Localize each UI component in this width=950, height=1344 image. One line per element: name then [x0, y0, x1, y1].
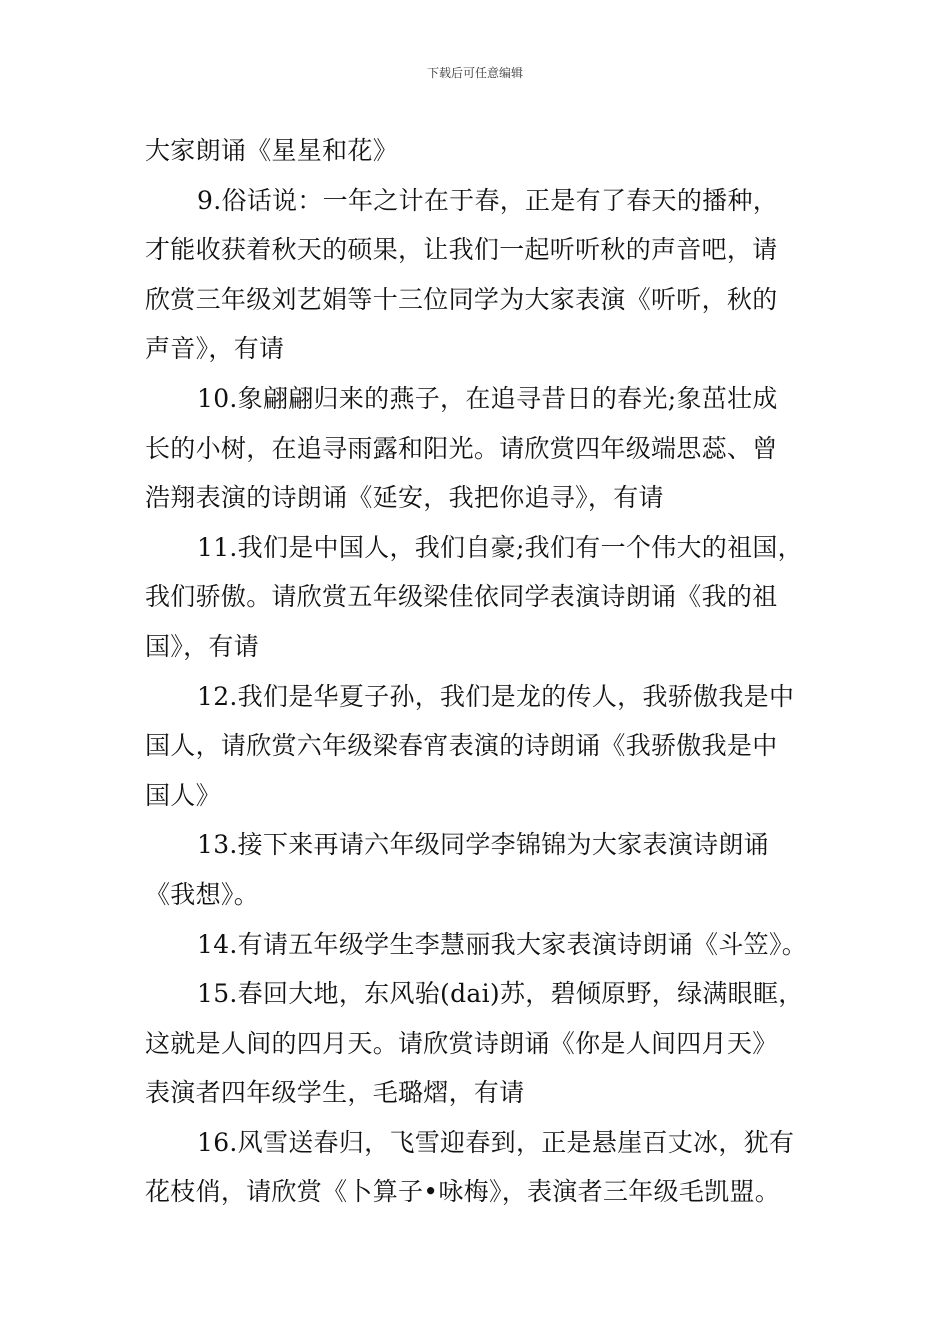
text-line: 浩翔表演的诗朗诵《延安，我把你追寻》，有请 [145, 483, 664, 513]
text-line: 欣赏三年级刘艺娟等十三位同学为大家表演《听听，秋的 [145, 284, 778, 314]
paragraph-13-line: 13.接下来再请六年级同学李锦锦为大家表演诗朗诵 [197, 830, 769, 860]
page-header: 下载后可任意编辑 [426, 66, 523, 80]
text-line: 《我想》。 [145, 879, 260, 909]
text-line: 国人，请欣赏六年级梁春宵表演的诗朗诵《我骄傲我是中 [145, 731, 778, 761]
text-line: 这就是人间的四月天。请欣赏诗朗诵《你是人间四月天》 [145, 1028, 778, 1058]
text-line: 大家朗诵《星星和花》 [145, 136, 399, 165]
text-line: 声音》，有请 [145, 334, 285, 364]
text-line: 国》，有请 [145, 631, 260, 661]
paragraph-14-line: 14.有请五年级学生李慧丽我大家表演诗朗诵《斗笠》。 [197, 929, 808, 959]
paragraph-9-line: 9.俗话说：一年之计在于春，正是有了春天的播种， [197, 185, 779, 215]
text-line: 才能收获着秋天的硕果，让我们一起听听秋的声音吧，请 [145, 235, 778, 265]
paragraph-10-line: 10.象翩翩归来的燕子，在追寻昔日的春光;象茁壮成 [197, 383, 778, 413]
paragraph-15-line: 15.春回大地，东风骀(dai)苏，碧倾原野，绿满眼眶， [197, 979, 804, 1009]
document-body [145, 126, 825, 1217]
paragraph-16-line: 16.风雪送春归，飞雪迎春到，正是悬崖百丈冰，犹有 [197, 1127, 795, 1157]
paragraph-12-line: 12.我们是华夏子孙，我们是龙的传人，我骄傲我是中 [197, 681, 795, 711]
text-line: 表演者四年级学生，毛璐熠，有请 [145, 1078, 525, 1108]
text-line: 国人》 [145, 780, 221, 810]
text-line: 花枝俏，请欣赏《卜算子•咏梅》，表演者三年级毛凯盟。 [145, 1177, 781, 1207]
text-line: 我们骄傲。请欣赏五年级梁佳依同学表演诗朗诵《我的祖 [145, 582, 778, 612]
paragraph-11-line: 11.我们是中国人，我们自豪;我们有一个伟大的祖国， [197, 532, 803, 562]
text-line: 长的小树，在追寻雨露和阳光。请欣赏四年级端思蕊、曾 [145, 433, 778, 463]
